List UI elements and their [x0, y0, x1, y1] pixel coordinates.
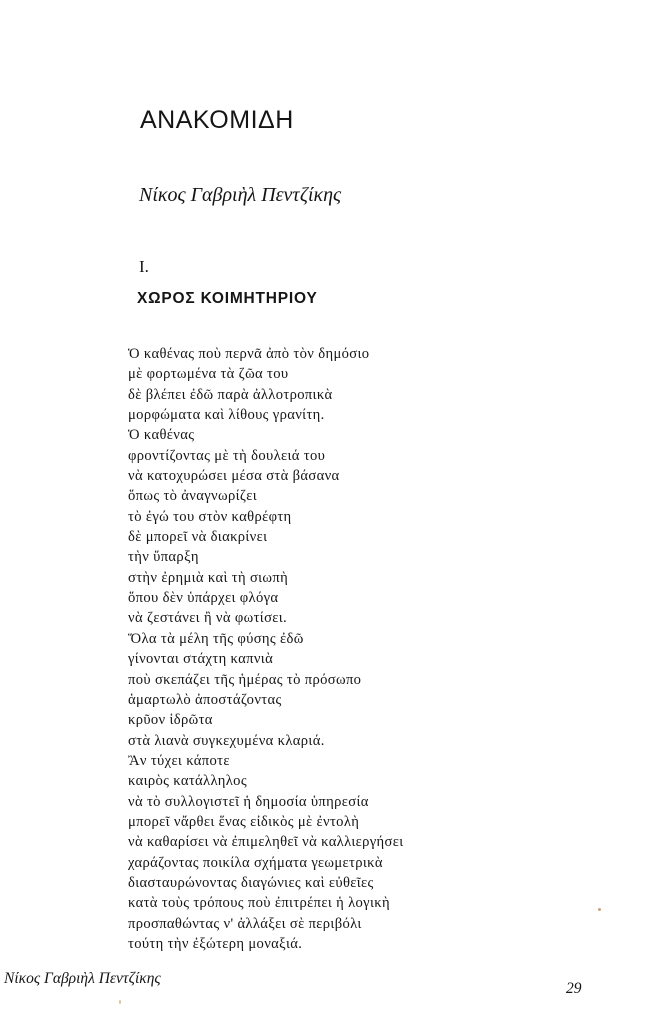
poem-line: μορφώματα καὶ λίθους γρανίτη.: [128, 407, 325, 424]
paper-speck: [119, 1000, 121, 1004]
poem-line: ποὺ σκεπάζει τῆς ἡμέρας τὸ πρόσωπο: [128, 671, 362, 688]
poem-line: γίνονται στάχτη καπνιὰ: [128, 651, 274, 668]
poem-line: διασταυρώνοντας διαγώνιες καὶ εὐθεῖες: [128, 874, 374, 891]
poem-line: κατὰ τοὺς τρόπους ποὺ ἐπιτρέπει ἡ λογικὴ: [128, 895, 390, 912]
poem-line: στὴν ἐρημιὰ καὶ τὴ σιωπὴ: [128, 569, 289, 586]
poem-line: κρῦον ἱδρῶτα: [128, 712, 213, 729]
poem-title: ΑΝΑΚΟΜΙΔΗ: [140, 106, 294, 134]
poem-line: Ὅλα τὰ μέλη τῆς φύσης ἐδῶ: [128, 630, 304, 647]
author-name: Νίκος Γαβριὴλ Πεντζίκης: [139, 184, 342, 206]
section-number: Ι.: [139, 257, 149, 276]
poem-line: καιρὸς κατάλληλος: [128, 773, 247, 790]
poem-line: προσπαθώντας ν' ἀλλάξει σὲ περιβόλι: [128, 915, 362, 932]
poem-line: τὸ ἐγώ του στὸν καθρέφτη: [128, 508, 292, 525]
poem-line: στὰ λιανὰ συγκεχυμένα κλαριά.: [128, 732, 325, 749]
poem-line: μὲ φορτωμένα τὰ ζῶα του: [128, 366, 289, 383]
poem-line: Ἂν τύχει κάποτε: [128, 752, 230, 769]
poem-line: μπορεῖ νἄρθει ἕνας εἰδικὸς μὲ ἐντολὴ: [128, 813, 360, 830]
section-title: ΧΩΡΟΣ ΚΟΙΜΗΤΗΡΙΟΥ: [137, 290, 318, 307]
page-number: 29: [566, 980, 582, 997]
poem-line: φροντίζοντας μὲ τὴ δουλειά του: [128, 447, 326, 464]
poem-line: νὰ κατοχυρώσει μέσα στὰ βάσανα: [128, 468, 340, 485]
poem-line: νὰ καθαρίσει νὰ ἐπιμεληθεῖ νὰ καλλιεργήσει: [128, 834, 404, 851]
poem-line: τούτη τὴν ἐξώτερη μοναξιά.: [128, 935, 303, 952]
poem-line: δὲ μπορεῖ νὰ διακρίνει: [128, 529, 268, 546]
poem-line: δὲ βλέπει ἐδῶ παρὰ ἀλλοτροπικὰ: [128, 386, 333, 403]
poem-line: ἁμαρτωλὸ ἀποστάζοντας: [128, 691, 282, 708]
poem-line: Ὁ καθένας: [128, 427, 195, 444]
poem-line: ὅπως τὸ ἀναγνωρίζει: [128, 488, 258, 505]
paper-speck: [598, 908, 601, 911]
poem-line: Ὁ καθένας ποὺ περνᾶ ἀπὸ τὸν δημόσιο: [128, 346, 370, 362]
poem-line: νὰ ζεστάνει ἢ νὰ φωτίσει.: [128, 610, 288, 627]
poem-line: χαράζοντας ποικίλα σχήματα γεωμετρικὰ: [128, 854, 383, 871]
poem-body: [128, 344, 508, 954]
footer-author: Νίκος Γαβριὴλ Πεντζίκης: [4, 970, 161, 987]
poem-line: τὴν ὕπαρξη: [128, 549, 199, 566]
poem-line: ὅπου δὲν ὑπάρχει φλόγα: [128, 590, 279, 607]
poem-line: νὰ τὸ συλλογιστεῖ ἡ δημοσία ὑπηρεσία: [128, 793, 369, 810]
